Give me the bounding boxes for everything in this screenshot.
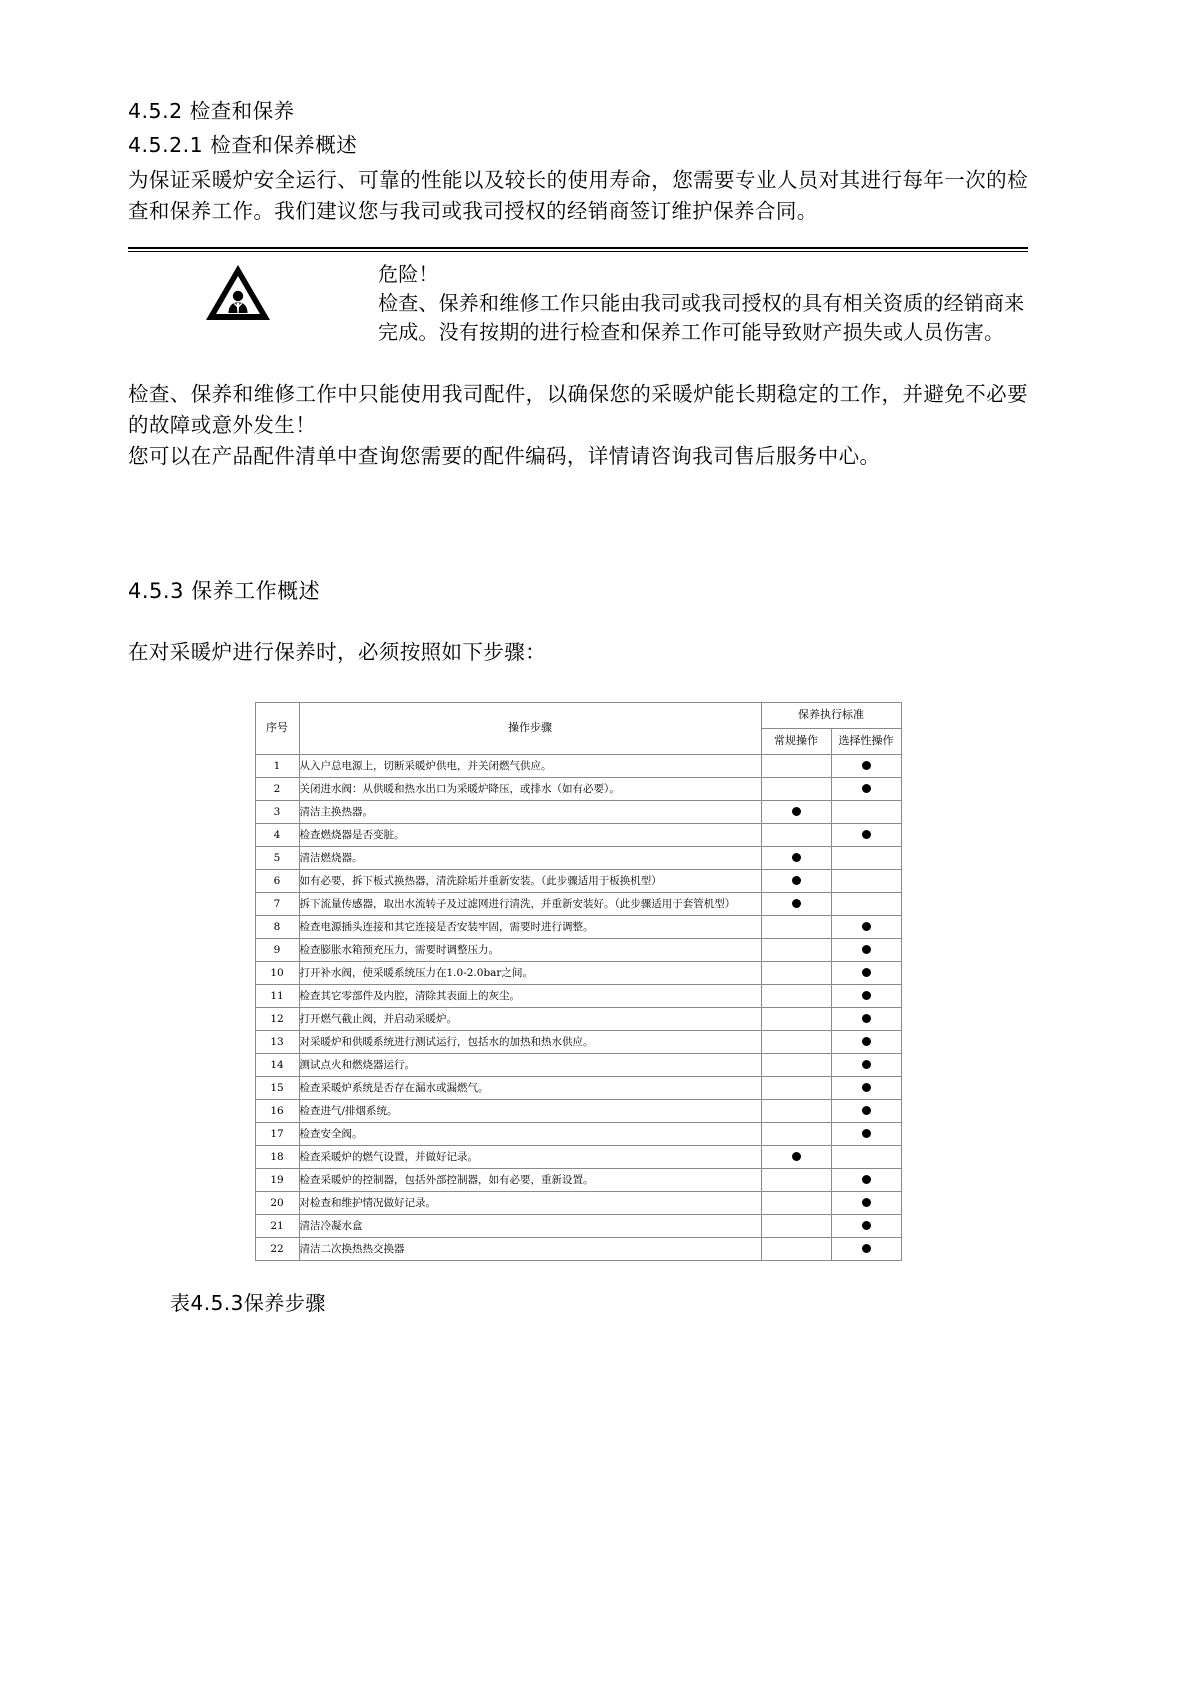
cell-no: 11 bbox=[255, 984, 299, 1007]
bullet-dot-icon bbox=[862, 945, 871, 954]
cell-optional-mark bbox=[831, 1214, 901, 1237]
cell-step: 检查采暖炉的燃气设置，并做好记录。 bbox=[299, 1145, 761, 1168]
cell-routine-mark bbox=[761, 800, 831, 823]
cell-no: 15 bbox=[255, 1076, 299, 1099]
column-header-standard: 保养执行标准 bbox=[761, 702, 901, 728]
table-row bbox=[255, 754, 901, 777]
warning-rule-thin bbox=[128, 251, 1028, 252]
table-head bbox=[255, 702, 901, 754]
cell-no: 19 bbox=[255, 1168, 299, 1191]
cell-no: 3 bbox=[255, 800, 299, 823]
cell-routine-mark bbox=[761, 1099, 831, 1122]
cell-optional-mark bbox=[831, 1007, 901, 1030]
bullet-dot-icon bbox=[862, 1106, 871, 1115]
cell-step: 检查安全阀。 bbox=[299, 1122, 761, 1145]
table-row bbox=[255, 869, 901, 892]
heading-4-5-2-1: 4.5.2.1 检查和保养概述 bbox=[128, 133, 358, 157]
bullet-dot-icon bbox=[862, 922, 871, 931]
column-header-no: 序号 bbox=[255, 702, 299, 754]
cell-no: 7 bbox=[255, 892, 299, 915]
paragraph-maintenance-steps-intro: 在对采暖炉进行保养时，必须按照如下步骤： bbox=[128, 639, 546, 664]
table-row bbox=[255, 1030, 901, 1053]
cell-routine-mark bbox=[761, 892, 831, 915]
cell-step: 检查其它零部件及内腔，清除其表面上的灰尘。 bbox=[299, 984, 761, 1007]
warning-title: 危险！ bbox=[378, 261, 439, 286]
cell-no: 1 bbox=[255, 754, 299, 777]
cell-routine-mark bbox=[761, 938, 831, 961]
bullet-dot-icon bbox=[792, 899, 801, 908]
cell-optional-mark bbox=[831, 938, 901, 961]
cell-optional-mark bbox=[831, 984, 901, 1007]
table-header-row-1 bbox=[255, 702, 901, 728]
cell-step: 拆下流量传感器，取出水流转子及过滤网进行清洗，并重新安装好。（此步骤适用于套管机型） bbox=[299, 892, 761, 915]
cell-no: 6 bbox=[255, 869, 299, 892]
table-row bbox=[255, 1237, 901, 1260]
cell-optional-mark bbox=[831, 800, 901, 823]
heading-4-5-3: 4.5.3 保养工作概述 bbox=[128, 578, 321, 603]
cell-no: 5 bbox=[255, 846, 299, 869]
cell-routine-mark bbox=[761, 984, 831, 1007]
bullet-dot-icon bbox=[862, 761, 871, 770]
cell-optional-mark bbox=[831, 823, 901, 846]
table-row bbox=[255, 1053, 901, 1076]
cell-routine-mark bbox=[761, 1214, 831, 1237]
table-row bbox=[255, 1007, 901, 1030]
cell-optional-mark bbox=[831, 892, 901, 915]
cell-no: 20 bbox=[255, 1191, 299, 1214]
bullet-dot-icon bbox=[862, 1221, 871, 1230]
table-row bbox=[255, 961, 901, 984]
cell-step: 关闭进水阀：从供暖和热水出口为采暖炉降压，或排水（如有必要）。 bbox=[299, 777, 761, 800]
cell-no: 8 bbox=[255, 915, 299, 938]
cell-routine-mark bbox=[761, 1237, 831, 1260]
table-row bbox=[255, 823, 901, 846]
cell-optional-mark bbox=[831, 1030, 901, 1053]
cell-step: 打开燃气截止阀，并启动采暖炉。 bbox=[299, 1007, 761, 1030]
cell-routine-mark bbox=[761, 1122, 831, 1145]
cell-optional-mark bbox=[831, 1191, 901, 1214]
table-row bbox=[255, 1214, 901, 1237]
cell-optional-mark bbox=[831, 1237, 901, 1260]
cell-step: 清洁冷凝水盒 bbox=[299, 1214, 761, 1237]
bullet-dot-icon bbox=[862, 784, 871, 793]
warning-body: 检查、保养和维修工作只能由我司或我司授权的具有相关资质的经销商来完成。没有按期的进行检查和保养工作可能导致财产损失或人员伤害。 bbox=[378, 290, 1025, 344]
cell-step: 清洁二次换热热交换器 bbox=[299, 1237, 761, 1260]
bullet-dot-icon bbox=[792, 807, 801, 816]
page-content bbox=[128, 0, 1028, 1316]
table-row bbox=[255, 984, 901, 1007]
paragraph-inspection-overview: 为保证采暖炉安全运行、可靠的性能以及较长的使用寿命，您需要专业人员对其进行每年一次的检查和保养工作。我们建议您与我司或我司授权的经销商签订维护保养合同。 bbox=[128, 168, 1028, 223]
cell-optional-mark bbox=[831, 1122, 901, 1145]
cell-no: 13 bbox=[255, 1030, 299, 1053]
cell-routine-mark bbox=[761, 846, 831, 869]
bullet-dot-icon bbox=[862, 1198, 871, 1207]
cell-no: 2 bbox=[255, 777, 299, 800]
table-row bbox=[255, 846, 901, 869]
cell-step: 从入户总电源上，切断采暖炉供电，并关闭燃气供应。 bbox=[299, 754, 761, 777]
bullet-dot-icon bbox=[862, 1244, 871, 1253]
cell-routine-mark bbox=[761, 1053, 831, 1076]
cell-step: 检查采暖炉系统是否存在漏水或漏燃气。 bbox=[299, 1076, 761, 1099]
table-row bbox=[255, 938, 901, 961]
table-row bbox=[255, 1076, 901, 1099]
cell-optional-mark bbox=[831, 754, 901, 777]
cell-no: 18 bbox=[255, 1145, 299, 1168]
table-caption: 表4.5.3保养步骤 bbox=[170, 1290, 326, 1315]
cell-no: 17 bbox=[255, 1122, 299, 1145]
warning-text-cell bbox=[378, 260, 1028, 347]
cell-optional-mark bbox=[831, 869, 901, 892]
cell-routine-mark bbox=[761, 961, 831, 984]
table-body bbox=[255, 754, 901, 1260]
cell-optional-mark bbox=[831, 915, 901, 938]
cell-optional-mark bbox=[831, 1076, 901, 1099]
bullet-dot-icon bbox=[862, 1129, 871, 1138]
cell-optional-mark bbox=[831, 846, 901, 869]
maintenance-steps-table bbox=[255, 702, 902, 1261]
bullet-dot-icon bbox=[792, 1152, 801, 1161]
cell-optional-mark bbox=[831, 1145, 901, 1168]
cell-step: 对采暖炉和供暖系统进行测试运行，包括水的加热和热水供应。 bbox=[299, 1030, 761, 1053]
maintenance-table-wrap bbox=[128, 702, 1028, 1261]
cell-step: 对检查和维护情况做好记录。 bbox=[299, 1191, 761, 1214]
paragraph-spare-parts: 检查、保养和维修工作中只能使用我司配件，以确保您的采暖炉能长期稳定的工作，并避免不必要的故障或意外发生！ bbox=[128, 381, 1028, 437]
cell-routine-mark bbox=[761, 869, 831, 892]
cell-optional-mark bbox=[831, 777, 901, 800]
cell-step: 测试点火和燃烧器运行。 bbox=[299, 1053, 761, 1076]
bullet-dot-icon bbox=[862, 1014, 871, 1023]
bullet-dot-icon bbox=[862, 1060, 871, 1069]
cell-routine-mark bbox=[761, 777, 831, 800]
table-row bbox=[255, 800, 901, 823]
cell-no: 21 bbox=[255, 1214, 299, 1237]
column-header-step: 操作步骤 bbox=[299, 702, 761, 754]
cell-step: 检查进气/排烟系统。 bbox=[299, 1099, 761, 1122]
cell-optional-mark bbox=[831, 961, 901, 984]
bullet-dot-icon bbox=[862, 1037, 871, 1046]
cell-step: 清洁燃烧器。 bbox=[299, 846, 761, 869]
bullet-dot-icon bbox=[862, 991, 871, 1000]
cell-no: 16 bbox=[255, 1099, 299, 1122]
cell-routine-mark bbox=[761, 1191, 831, 1214]
cell-step: 打开补水阀，使采暖系统压力在1.0-2.0bar之间。 bbox=[299, 961, 761, 984]
cell-routine-mark bbox=[761, 1145, 831, 1168]
heading-4-5-2: 4.5.2 检查和保养 bbox=[128, 99, 295, 123]
cell-step: 检查膨胀水箱预充压力，需要时调整压力。 bbox=[299, 938, 761, 961]
warning-icon-cell bbox=[128, 260, 378, 323]
bullet-dot-icon bbox=[862, 830, 871, 839]
cell-no: 22 bbox=[255, 1237, 299, 1260]
cell-step: 检查燃烧器是否变脏。 bbox=[299, 823, 761, 846]
warning-row bbox=[128, 260, 1028, 347]
bullet-dot-icon bbox=[792, 876, 801, 885]
cell-optional-mark bbox=[831, 1099, 901, 1122]
paragraph-parts-list: 您可以在产品配件清单中查询您需要的配件编码，详情请咨询我司售后服务中心。 bbox=[128, 443, 881, 468]
table-row bbox=[255, 1145, 901, 1168]
cell-routine-mark bbox=[761, 754, 831, 777]
cell-routine-mark bbox=[761, 1168, 831, 1191]
table-row bbox=[255, 1191, 901, 1214]
cell-no: 9 bbox=[255, 938, 299, 961]
bullet-dot-icon bbox=[862, 1175, 871, 1184]
column-header-optional: 选择性操作 bbox=[831, 728, 901, 754]
table-row bbox=[255, 777, 901, 800]
table-row bbox=[255, 1168, 901, 1191]
cell-routine-mark bbox=[761, 1007, 831, 1030]
cell-routine-mark bbox=[761, 823, 831, 846]
bullet-dot-icon bbox=[792, 853, 801, 862]
cell-no: 14 bbox=[255, 1053, 299, 1076]
cell-step: 清洁主换热器。 bbox=[299, 800, 761, 823]
cell-step: 检查电源插头连接和其它连接是否安装牢固，需要时进行调整。 bbox=[299, 915, 761, 938]
table-row bbox=[255, 892, 901, 915]
bullet-dot-icon bbox=[862, 1083, 871, 1092]
danger-person-triangle-icon bbox=[204, 263, 272, 323]
table-row bbox=[255, 915, 901, 938]
cell-no: 10 bbox=[255, 961, 299, 984]
cell-routine-mark bbox=[761, 1076, 831, 1099]
cell-step: 检查采暖炉的控制器，包括外部控制器，如有必要，重新设置。 bbox=[299, 1168, 761, 1191]
cell-step: 如有必要，拆下板式换热器，清洗除垢并重新安装。（此步骤适用于板换机型） bbox=[299, 869, 761, 892]
table-row bbox=[255, 1122, 901, 1145]
table-row bbox=[255, 1099, 901, 1122]
cell-routine-mark bbox=[761, 915, 831, 938]
warning-block bbox=[128, 247, 1028, 347]
cell-optional-mark bbox=[831, 1168, 901, 1191]
warning-rule-top bbox=[128, 247, 1028, 249]
cell-routine-mark bbox=[761, 1030, 831, 1053]
bullet-dot-icon bbox=[862, 968, 871, 977]
cell-no: 4 bbox=[255, 823, 299, 846]
cell-optional-mark bbox=[831, 1053, 901, 1076]
cell-no: 12 bbox=[255, 1007, 299, 1030]
column-header-routine: 常规操作 bbox=[761, 728, 831, 754]
